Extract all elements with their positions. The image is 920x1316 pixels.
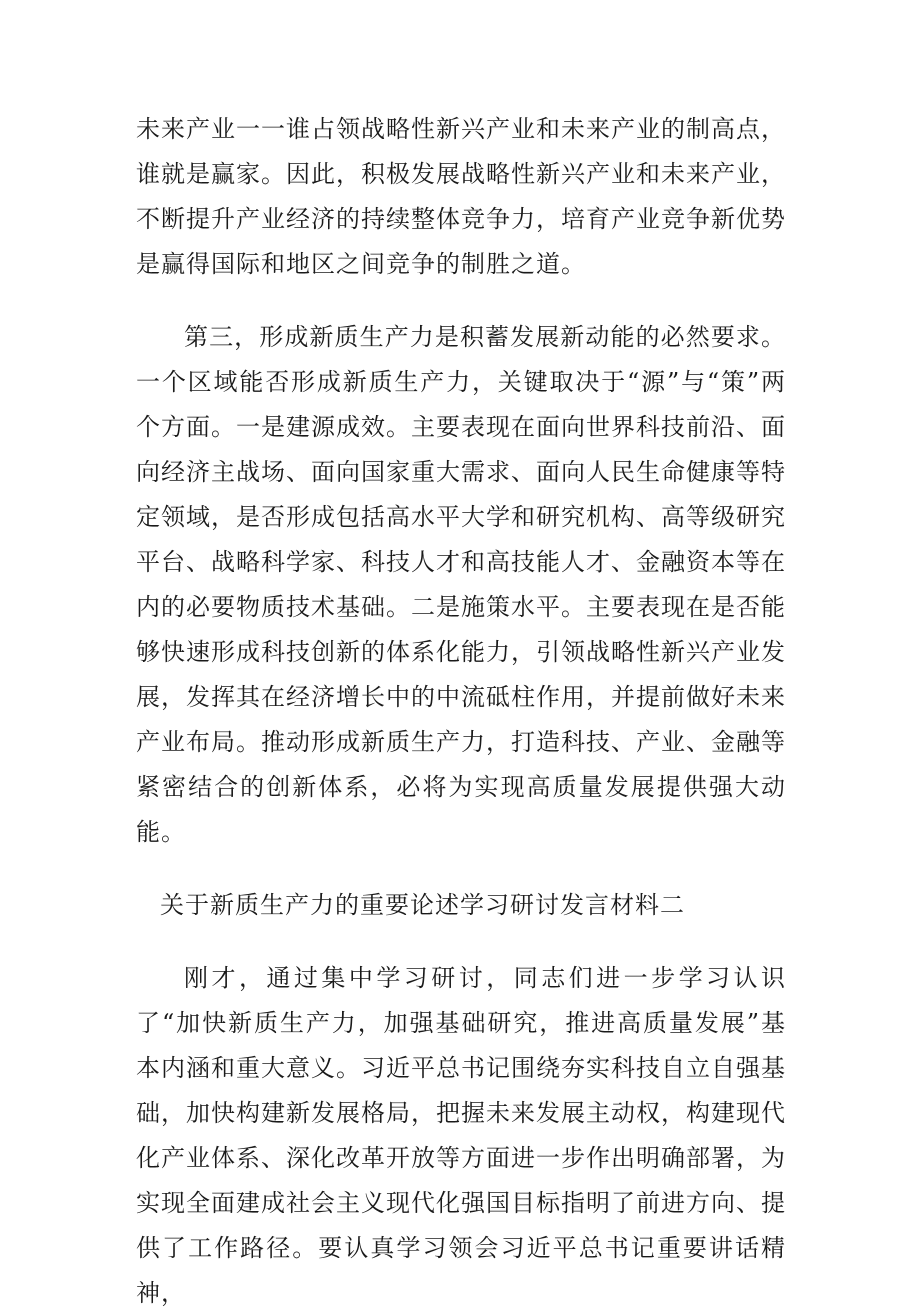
document-body <box>136 107 786 1316</box>
section-heading: 关于新质生产力的重要论述学习研讨发言材料二 <box>160 891 685 919</box>
paragraph-third-point: 第三，形成新质生产力是积蓄发展新动能的必然要求。一个区域能否形成新质生产力，关键取决于“源”与“策”两个方面。一是建源成效。主要表现在面向世界科技前沿、面向经济主战场、面向国家重大需求、面向人民生命健康等特定领域，是否形成包括高水平大学和研究机构、高等级研究平台、战略科学家、科技人才和高技能人才、金融资本等在内的必要物质技术基础。二是施策水平。主要表现在是否能够快速形成科技创新的体系化能力，引领战略性新兴产业发展，发挥其在经济增长中的中流砥柱作用，并提前做好未来产业布局。推动形成新质生产力，打造科技、产业、金融等紧密结合的创新体系，必将为实现高质量发展提供强大动能。 <box>136 323 786 846</box>
paragraph-opening: 刚才，通过集中学习研讨，同志们进一步学习认识了“加快新质生产力，加强基础研究，推进高质量发展”基本内涵和重大意义。习近平总书记围绕夯实科技自立自强基础，加快构建新发展格局，把握未来发展主动权，构建现代化产业体系、深化改革开放等方面进一步作出明确部署，为实现全面建成社会主义现代化强国目标指明了前进方向、提供了工作路径。要认真学习领会习近平总书记重要讲话精神， <box>136 964 786 1307</box>
paragraph-continuation: 未来产业一一谁占领战略性新兴产业和未来产业的制高点，谁就是赢家。因此，积极发展战略性新兴产业和未来产业，不断提升产业经济的持续整体竞争力，培育产业竞争新优势是赢得国际和地区之间竞争的制胜之道。 <box>136 115 786 278</box>
